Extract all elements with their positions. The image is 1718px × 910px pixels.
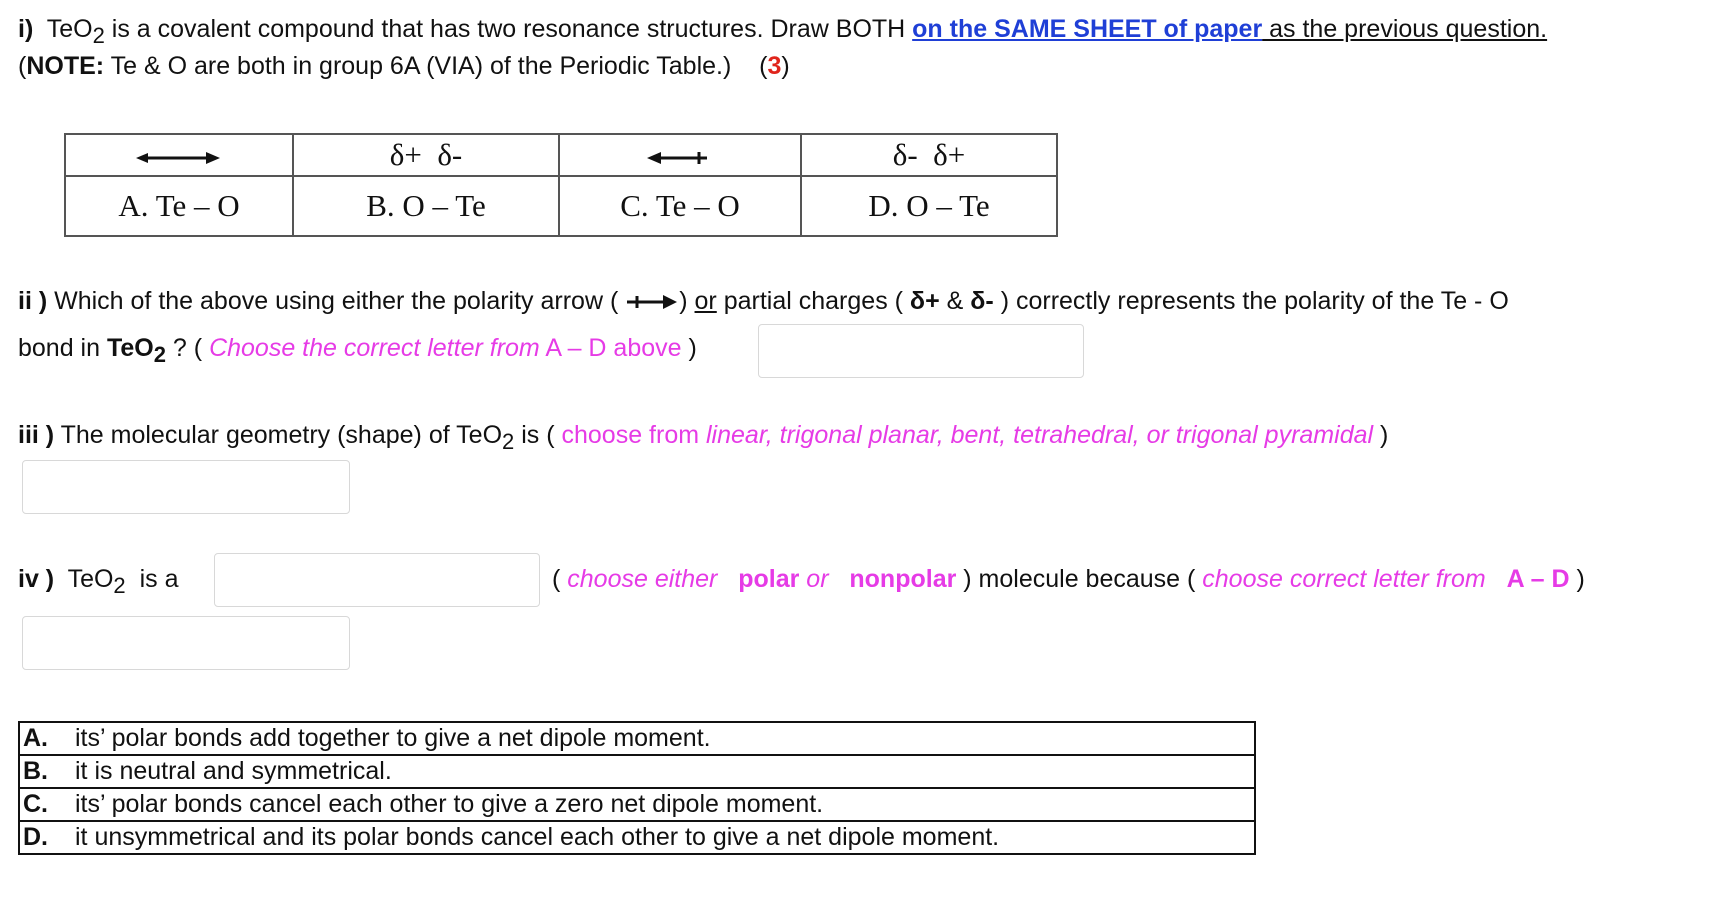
paren: ): [679, 287, 695, 315]
choice-letter: B.: [23, 757, 48, 785]
question-i-label: i): [18, 15, 34, 43]
polar-option: polar: [738, 565, 800, 593]
paren: (: [759, 52, 768, 80]
question-ii-label: ii ): [18, 287, 48, 315]
question-ii-text: ) correctly represents the polarity of the Te - O: [993, 287, 1509, 315]
question-iii-line: [18, 420, 1389, 454]
answer-iv-polarity-input[interactable]: [214, 553, 540, 607]
paren: ): [681, 334, 697, 362]
choice-letter: A.: [23, 724, 48, 752]
choice-a: [19, 722, 1255, 755]
question-ii-line1: [18, 286, 1509, 316]
letter-range: A – D: [1506, 565, 1570, 593]
choice-text: its’ polar bonds add together to give a net dipole moment.: [75, 724, 711, 752]
choice-b: [19, 755, 1255, 788]
or-text: or: [799, 565, 836, 593]
note-label: NOTE:: [26, 52, 105, 80]
bond-option-c: C. Te – O: [559, 176, 801, 236]
paren: ): [1373, 421, 1389, 449]
geometry-options: linear, trigonal planar, bent, tetrahedral, or trigonal pyramidal: [706, 421, 1374, 449]
note-text: Te & O are both in group 6A (VIA) of the Periodic Table.): [104, 52, 732, 80]
partial-charges-label: δ+ δ-: [389, 137, 463, 172]
paren: ): [781, 52, 790, 80]
hint-text: choose correct letter from: [1202, 565, 1493, 593]
choice-text: it unsymmetrical and its polar bonds cancel each other to give a net dipole moment.: [75, 823, 1000, 851]
delta-minus: δ-: [970, 287, 994, 315]
hint-text: choose either: [567, 565, 725, 593]
header-cell-b: [293, 134, 559, 176]
bond-option-a: A. Te – O: [65, 176, 293, 236]
partial-charges-label: δ- δ+: [892, 137, 966, 172]
question-iv-label: iv ): [18, 565, 55, 593]
hint-text: A – D above: [539, 334, 682, 362]
question-ii-text: partial charges (: [716, 287, 910, 315]
choice-row-d: [19, 821, 1255, 854]
question-ii-text: bond in: [18, 334, 107, 362]
polarity-arrow-icon: [625, 294, 679, 310]
header-cell-a: [65, 134, 293, 176]
question-i-text-end: as the previous question.: [1262, 15, 1548, 43]
question-iv-text: ) molecule because (: [956, 565, 1203, 593]
subscript: 2: [153, 342, 166, 367]
formula-text: TeO: [46, 15, 93, 43]
question-iv-end: [552, 564, 1585, 594]
bond-option-d: D. O – Te: [801, 176, 1057, 236]
choice-d: [19, 821, 1255, 854]
answer-ii-input[interactable]: [758, 324, 1084, 378]
question-ii-text: Which of the above using either the polarity arrow (: [47, 287, 619, 315]
choice-letter: C.: [23, 790, 48, 818]
choice-c: [19, 788, 1255, 821]
question-i-line1: [18, 14, 1548, 48]
hint-text: Choose the correct letter from: [209, 334, 540, 362]
polarity-arrow-left-icon: [645, 150, 715, 166]
question-ii-line2: [18, 333, 697, 367]
hint-text: choose from: [561, 421, 706, 449]
ampersand: &: [939, 287, 971, 315]
subscript: 2: [113, 573, 126, 598]
question-iii-text: The molecular geometry (shape) of TeO: [54, 421, 503, 449]
polarity-arrow-right-icon: [134, 150, 224, 166]
paren: (: [552, 565, 568, 593]
delta-plus: δ+: [909, 287, 940, 315]
choice-text: its’ polar bonds cancel each other to give a zero net dipole moment.: [75, 790, 824, 818]
formula-text: TeO: [54, 565, 114, 593]
header-cell-c: [559, 134, 801, 176]
bond-option-b: B. O – Te: [293, 176, 559, 236]
answer-iii-input[interactable]: [22, 460, 350, 514]
choice-row-a: [19, 722, 1255, 755]
formula-text: TeO: [106, 334, 154, 362]
question-i-line2: [18, 51, 790, 81]
nonpolar-option: nonpolar: [849, 565, 957, 593]
subscript: 2: [92, 23, 105, 48]
paren: (: [18, 52, 27, 80]
same-sheet-link[interactable]: on the SAME SHEET of paper: [912, 15, 1263, 43]
subscript: 2: [502, 429, 515, 454]
points-value: 3: [767, 52, 782, 80]
choice-row-c: [19, 788, 1255, 821]
answer-iv-reason-input[interactable]: [22, 616, 350, 670]
header-cell-d: [801, 134, 1057, 176]
paren: ): [1569, 565, 1585, 593]
question-iv-text: is a: [125, 565, 179, 593]
reason-choices-table: [18, 721, 1256, 855]
question-iii-label: iii ): [18, 421, 55, 449]
paren: ? (: [165, 334, 210, 362]
choice-letter: D.: [23, 823, 48, 851]
choice-text: it is neutral and symmetrical.: [75, 757, 392, 785]
choice-row-b: [19, 755, 1255, 788]
question-iii-text: is (: [514, 421, 562, 449]
or-text: or: [694, 287, 717, 315]
question-i-text: is a covalent compound that has two resonance structures. Draw BOTH: [104, 15, 913, 43]
question-iv-start: [18, 564, 179, 598]
bond-polarity-table: [64, 133, 1058, 237]
